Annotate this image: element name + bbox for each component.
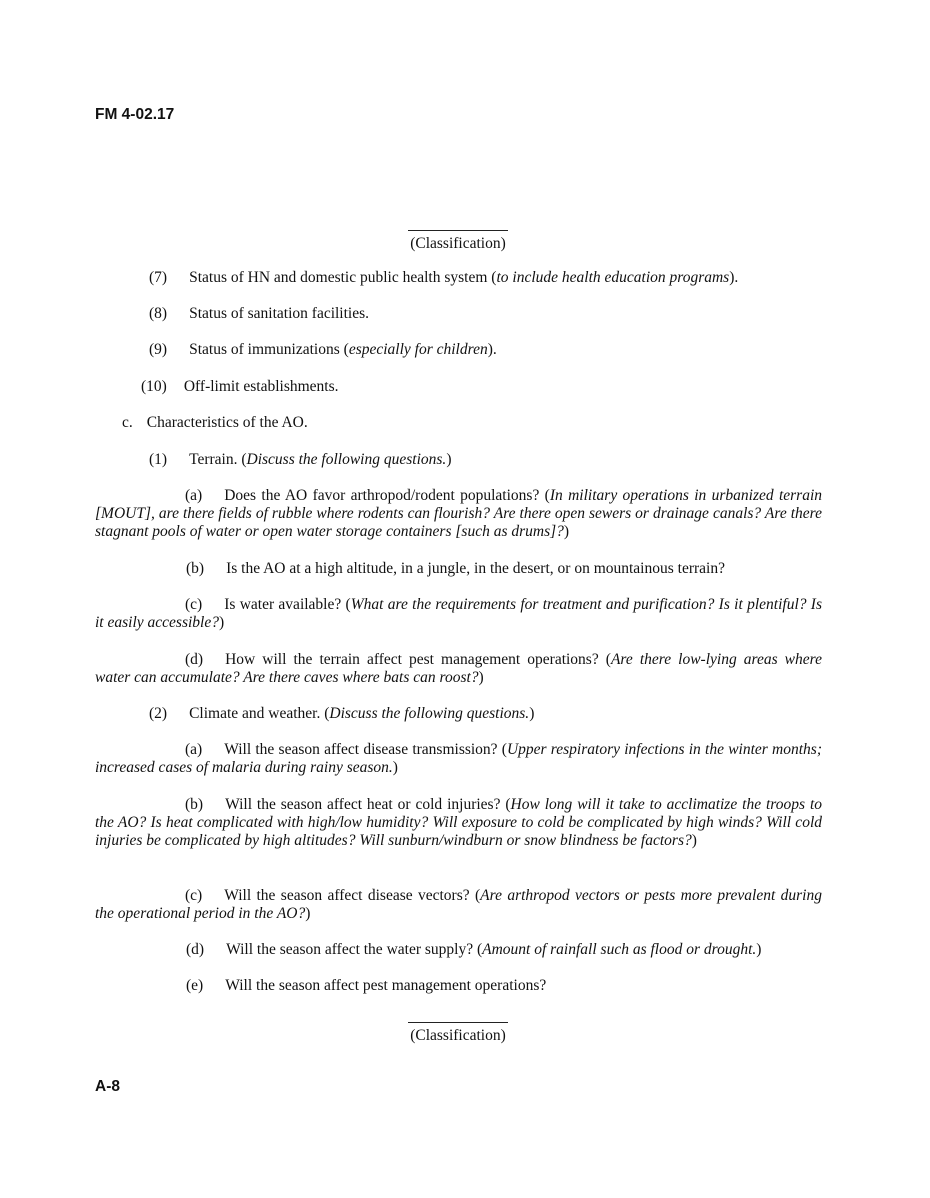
list-item-10 [141,378,339,396]
item-italic: Are arthropod vectors or pests more prevalent during the operational period in the AO? [95,887,822,922]
section-c [122,414,308,432]
terrain-question-d [95,651,822,687]
item-number: c. [122,414,133,431]
item-number: (d) [185,651,204,668]
item-text: Will the season affect pest management operations? [225,977,547,994]
item-text: Is the AO at a high altitude, in a jungle, in the desert, or on mountainous terrain? [226,560,725,577]
item-number: (b) [186,560,205,577]
item-italic: How long will it take to acclimatize the troops to the AO? Is heat complicated with high/low humidity? Will exposure to cold be complicated by high winds? Will cold injuries be complicated by high altitudes? Will sunburn/windburn or snow blindness be factors? [95,796,823,849]
climate-question-c [95,887,822,923]
classification-label: (Classification) [410,1027,506,1044]
item-tail: ) [305,905,311,922]
item-tail: ) [478,669,484,686]
classification-rule [408,1022,508,1023]
terrain-question-a [95,487,822,541]
climate-heading [149,705,534,723]
terrain-question-c [95,596,822,632]
classification-label: (Classification) [410,235,506,252]
item-number: (2) [149,705,168,722]
item-text: Characteristics of the AO. [146,414,308,431]
item-text: Will the season affect the water supply? ( [226,941,483,958]
item-tail: ) [218,614,225,631]
page-number: A-8 [95,1078,120,1095]
list-item-7 [149,269,738,287]
item-number: (8) [149,305,168,322]
item-text: Status of sanitation facilities. [189,305,370,322]
list-item-9 [149,341,497,359]
item-italic: Upper respiratory infections in the winter months; increased cases of malaria during rainy season. [95,741,822,776]
item-text: How will the terrain affect pest management operations? ( [225,651,611,668]
list-item-8 [149,305,369,323]
item-tail: ). [729,269,739,286]
item-italic: Amount of rainfall such as flood or drought. [482,941,757,958]
item-text: Climate and weather. ( [189,705,330,722]
item-text: Will the season affect disease vectors? ( [224,887,481,904]
item-text: Does the AO favor arthropod/rodent populations? ( [224,487,550,504]
climate-question-a [95,741,822,777]
item-tail: ). [487,341,497,358]
item-tail: ) [446,451,452,468]
climate-question-e [186,977,546,995]
item-number: (a) [185,487,203,504]
item-text: Status of immunizations ( [189,341,349,358]
item-text: Will the season affect heat or cold injuries? ( [225,796,511,813]
item-number: (9) [149,341,168,358]
item-number: (c) [185,596,203,613]
item-tail: ) [691,832,697,849]
item-text: Terrain. ( [189,451,247,468]
item-text: Will the season affect disease transmission? ( [224,741,507,758]
item-text: Off-limit establishments. [183,378,339,395]
climate-question-d [186,941,761,959]
terrain-heading [149,451,451,469]
item-number: (a) [185,741,203,758]
item-tail: ) [529,705,535,722]
item-italic: Are there low-lying areas where water can accumulate? Are there caves where bats can roost? [95,651,822,686]
document-id: FM 4-02.17 [95,106,175,123]
item-number: (10) [141,378,167,395]
item-number: (e) [186,977,204,994]
item-number: (1) [149,451,168,468]
item-tail: ) [756,941,762,958]
item-italic: Discuss the following questions. [329,705,530,722]
item-italic: especially for children [348,341,488,358]
item-number: (7) [149,269,168,286]
climate-question-b [95,796,822,850]
item-italic: What are the requirements for treatment and purification? Is it plentiful? Is it easily accessible? [95,596,822,631]
item-text: Is water available? ( [224,596,351,613]
item-italic: to include health education programs [496,269,730,286]
item-text: Status of HN and domestic public health system ( [189,269,497,286]
item-tail: ) [392,759,398,776]
item-italic: In military operations in urbanized terrain [MOUT], are there fields of rubble where rodents can flourish? Are there open sewers or drainage canals? Are there stagnant pools of water or open water storage containers [such as drums]? [95,487,823,540]
item-tail: ) [563,523,570,540]
classification-top [0,230,916,253]
classification-rule [408,230,508,231]
item-number: (d) [186,941,205,958]
terrain-question-b [186,560,725,578]
classification-bottom [0,1022,916,1045]
item-italic: Discuss the following questions. [246,451,447,468]
item-number: (b) [185,796,204,813]
item-number: (c) [185,887,203,904]
